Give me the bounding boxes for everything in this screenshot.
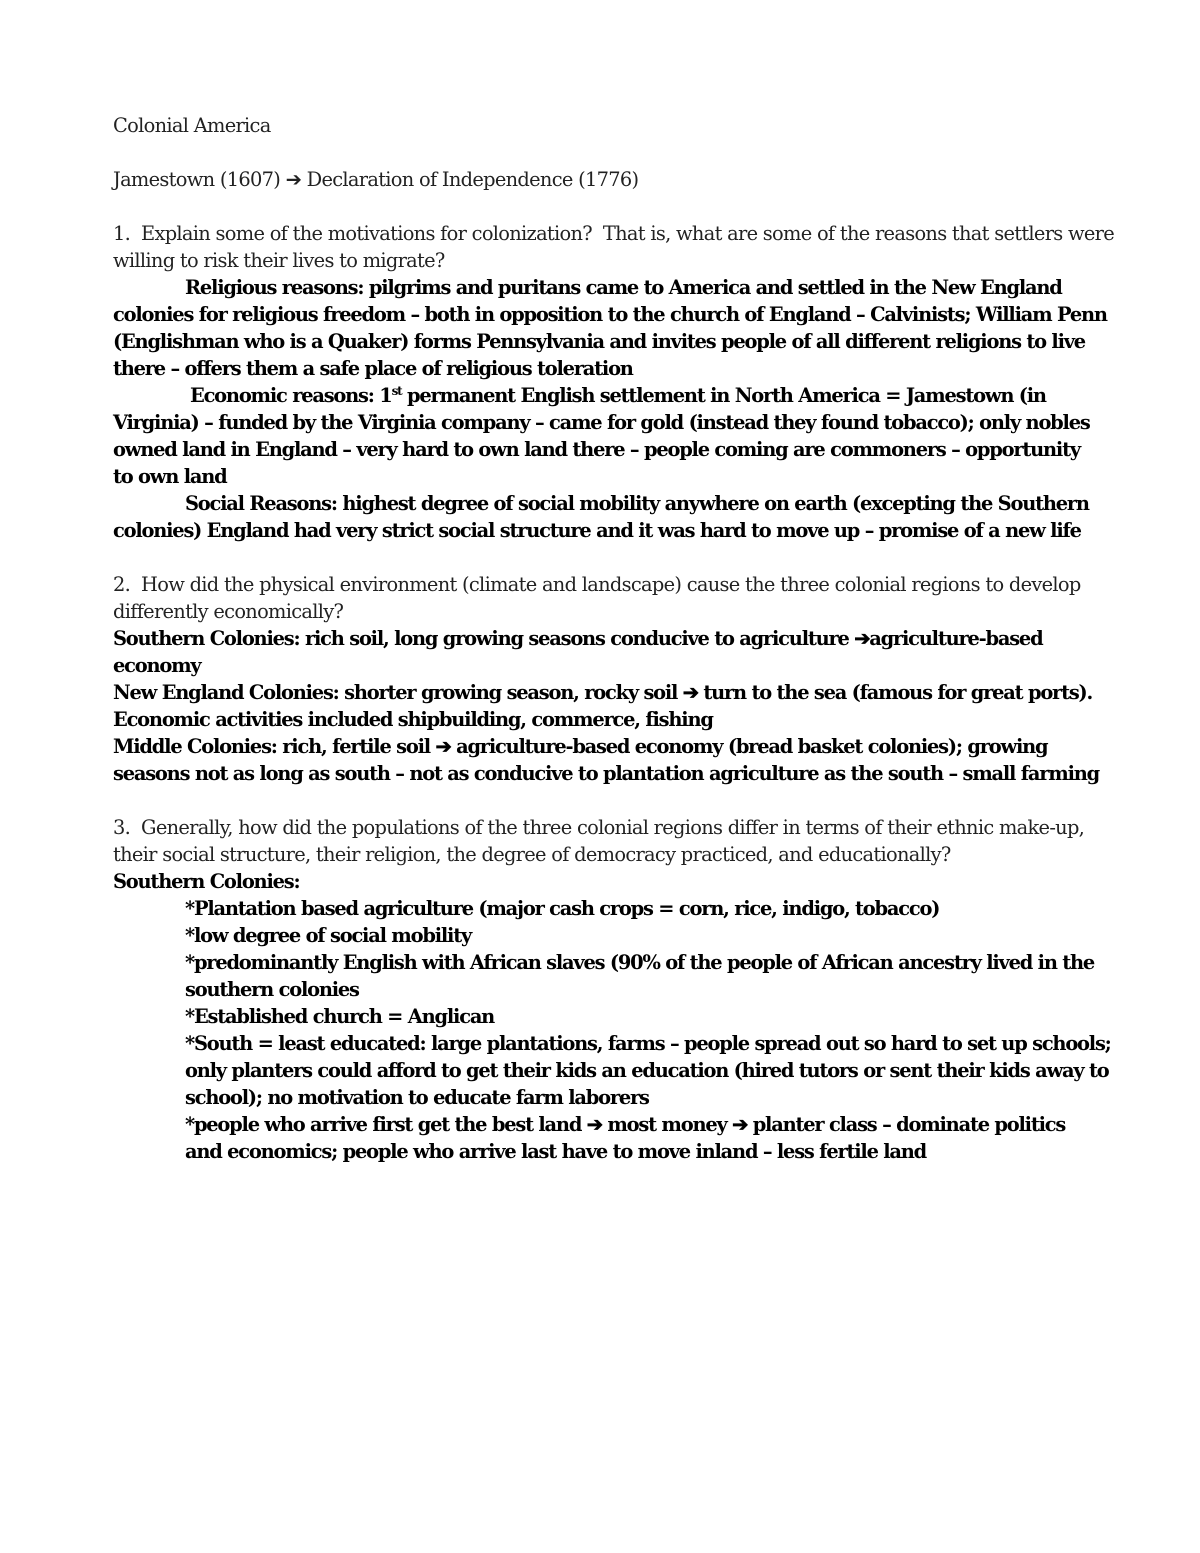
bullet-line: *Plantation based agriculture (major cash crops = corn, rice, indigo, tobacco) [185, 897, 940, 920]
answer-line: owned land in England – very hard to own land there – people coming are commoners – opportunity [113, 438, 1080, 461]
spacer [113, 193, 1148, 220]
answer-line: colonies) England had very strict social structure and it was hard to move up – promise of a new life [113, 519, 1081, 542]
answer-line: New England Colonies: shorter growing season, rocky soil ➔ turn to the sea (famous for great ports). [113, 681, 1093, 704]
answer-line: Social Reasons: highest degree of social mobility anywhere on earth (excepting the Southern [185, 492, 1089, 515]
answer-line: Virginia) – funded by the Virginia company – came for gold (instead they found tobacco); only nobles [113, 411, 1090, 434]
bullet-line: *predominantly English with African slaves (90% of the people of African ancestry lived in the [185, 951, 1095, 974]
spacer [113, 139, 1148, 166]
answer-line: there – offers them a safe place of religious toleration [113, 357, 633, 380]
document-title: Colonial America [113, 114, 271, 137]
spacer [113, 787, 1148, 814]
bullet-line: only planters could afford to get their kids an education (hired tutors or sent their kids away to [185, 1059, 1109, 1082]
answer-line: (Englishman who is a Quaker) forms Pennsylvania and invites people of all different religions to live [113, 330, 1085, 353]
question-line: willing to risk their lives to migrate? [113, 249, 445, 272]
question-line: their social structure, their religion, the degree of democracy practiced, and educationally? [113, 843, 951, 866]
question-line: differently economically? [113, 600, 344, 623]
bullet-line: *low degree of social mobility [185, 924, 472, 947]
answer-line: Economic activities included shipbuilding, commerce, fishing [113, 708, 713, 731]
section-subheading: Southern Colonies: [113, 870, 300, 893]
spacer [113, 544, 1148, 571]
bullet-line: and economics; people who arrive last have to move inland – less fertile land [185, 1140, 927, 1163]
question-3 [113, 814, 1148, 1165]
bullet-line: *Established church = Anglican [185, 1005, 495, 1028]
bullet-line: school); no motivation to educate farm laborers [185, 1086, 649, 1109]
answer-line: seasons not as long as south – not as conducive to plantation agriculture as the south – small farming [113, 762, 1100, 785]
question-1 [113, 220, 1148, 544]
ordinal-superscript: st [391, 384, 402, 398]
answer-line: colonies for religious freedom – both in opposition to the church of England – Calvinists; William Penn [113, 303, 1107, 326]
bullet-line: *people who arrive first get the best land ➔ most money ➔ planter class – dominate politics [185, 1113, 1066, 1136]
question-line: 1. Explain some of the motivations for colonization? That is, what are some of the reasons that settlers were [113, 222, 1115, 245]
bullet-line: *South = least educated: large plantations, farms – people spread out so hard to set up schools; [185, 1032, 1111, 1055]
answer-line: Southern Colonies: rich soil, long growing seasons conducive to agriculture ➔agriculture-based [113, 627, 1043, 650]
question-line: 2. How did the physical environment (climate and landscape) cause the three colonial regions to develop [113, 573, 1081, 596]
question-2 [113, 571, 1148, 787]
answer-line: economy [113, 654, 201, 677]
question-line: 3. Generally, how did the populations of the three colonial regions differ in terms of their ethnic make-up, [113, 816, 1085, 839]
economic-prefix: Economic reasons: 1 [190, 384, 392, 407]
answer-line: Middle Colonies: rich, fertile soil ➔ agriculture-based economy (bread basket colonies); growing [113, 735, 1048, 758]
economic-rest: permanent English settlement in North America = Jamestown (in [401, 384, 1046, 407]
bullet-line: southern colonies [185, 978, 359, 1001]
answer-line: to own land [113, 465, 227, 488]
economic-reasons-line [113, 382, 1148, 409]
answer-line: Religious reasons: pilgrims and puritans came to America and settled in the New England [185, 276, 1062, 299]
timeline-line: Jamestown (1607) ➔ Declaration of Independence (1776) [113, 168, 639, 191]
document-body [113, 112, 1148, 1165]
